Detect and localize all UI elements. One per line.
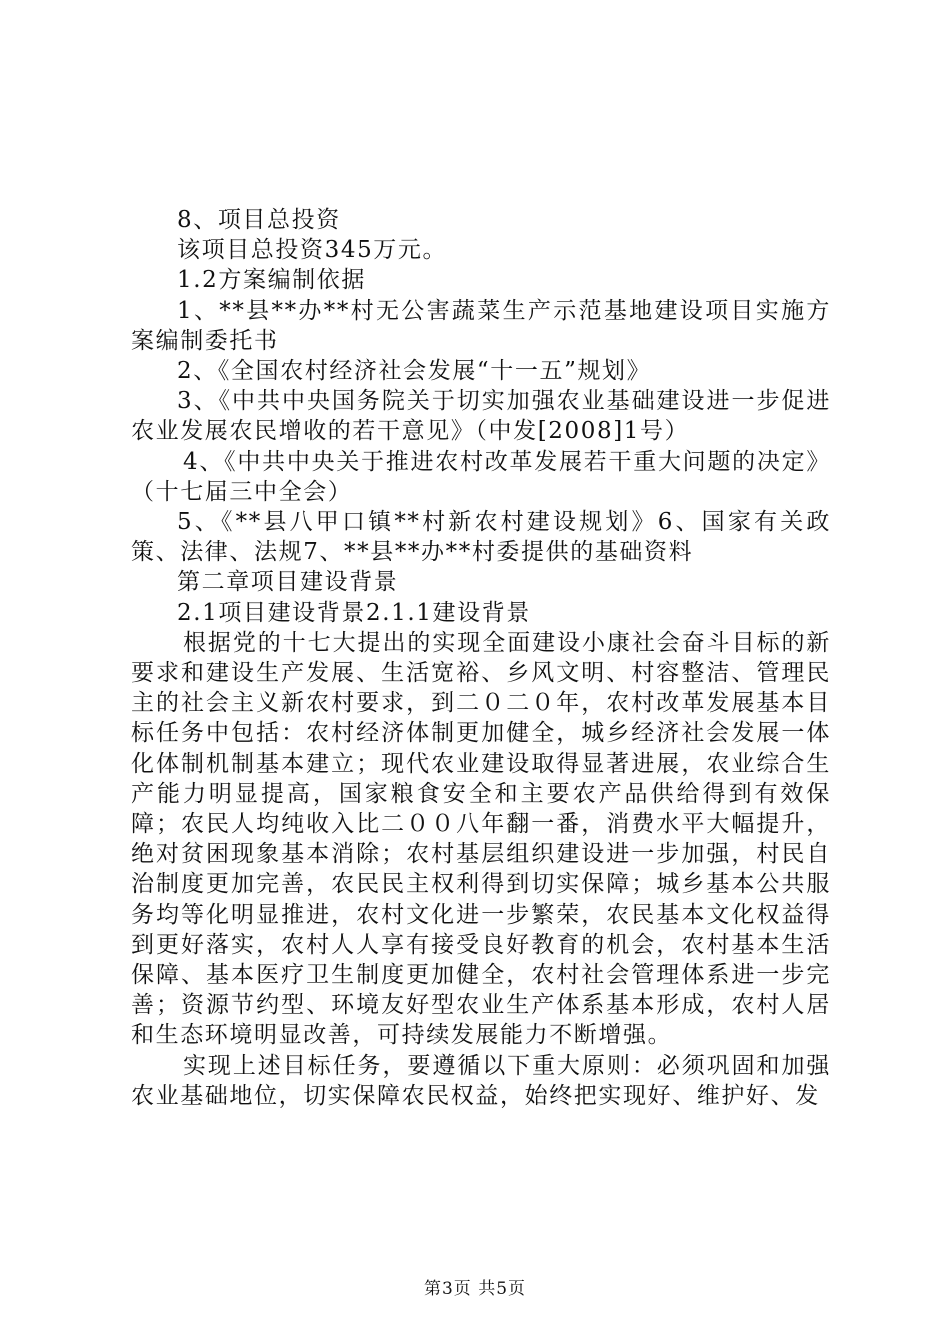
basis-item: 2、《全国农村经济社会发展“十一五”规划》 [177,358,652,385]
basis-item: 4、《中共中央关于推进农村改革发展若干重大问题的决定》（十七届三中全会） [131,448,831,505]
section-heading-basis: 1.2方案编制依据 [177,267,366,294]
basis-item: 5、《**县八甲口镇**村新农村建设规划》6、国家有关政策、法律、法规7、**县**办**村委提供的基础资料 [131,509,831,566]
chapter-title: 第二章项目建设背景 [177,569,399,596]
basis-item: 1、**县**办**村无公害蔬菜生产示范基地建设项目实施方案编制委托书 [131,297,831,354]
investment-text: 该项目总投资345万元。 [177,237,448,264]
basis-item: 3、《中共中央国务院关于切实加强农业基础建设进一步促进农业发展农民增收的若干意见》（中发[2008]1号） [131,388,831,445]
section-heading-investment: 8、项目总投资 [177,207,341,233]
chapter-subtitle: 2.1项目建设背景2.1.1建设背景 [177,599,531,626]
body-paragraph: 实现上述目标任务，要遵循以下重大原则：必须巩固和加强农业基础地位，切实保障农民权益，始终把实现好、维护好、发 [131,1052,831,1109]
page-footer: 第3页 共5页 [423,1279,527,1299]
body-paragraph: 根据党的十七大提出的实现全面建设小康社会奋斗目标的新要求和建设生产发展、生活宽裕、乡风文明、村容整洁、管理民主的社会主义新农村要求，到二０二０年，农村改革发展基本目标任务中包括：农村经济体制更加健全，城乡经济社会发展一体化体制机制基本建立；现代农业建设取得显著进展，农业综合生产能力明显提高，国家粮食安全和主要农产品供给得到有效保障；农民人均纯收入比二００八年翻一番，消费水平大幅提升，绝对贫困现象基本消除；农村基层组织建设进一步加强，村民自治制度更加完善，农民民主权利得到切实保障；城乡基本公共服务均等化明显推进，农村文化进一步繁荣，农民基本文化权益得到更好落实，农村人人享有接受良好教育的机会，农村基本生活保障、基本医疗卫生制度更加健全，农村社会管理体系进一步完善；资源节约型、环境友好型农业生产体系基本形成，农村人居和生态环境明显改善，可持续发展能力不断增强。 [131,629,831,1049]
document-body [131,205,831,1111]
